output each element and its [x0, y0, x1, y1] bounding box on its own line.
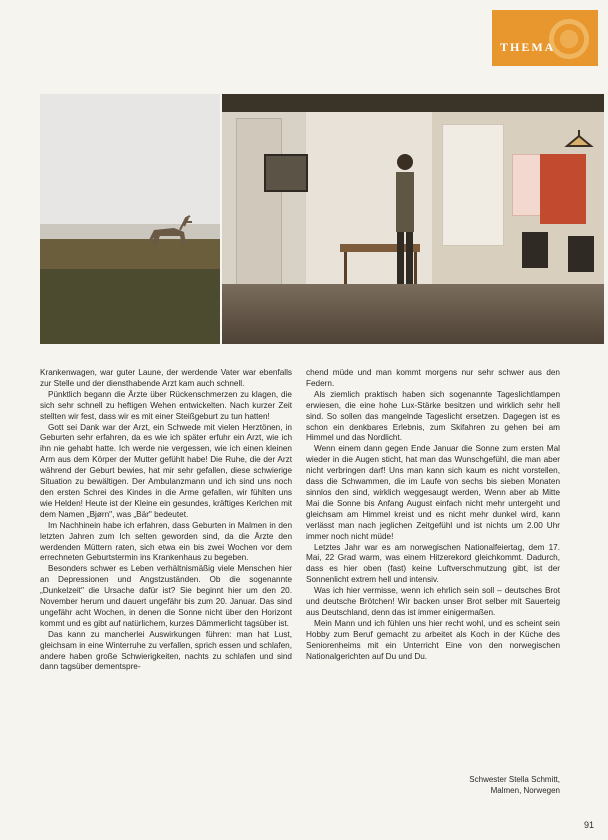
page-number: 91 [584, 820, 595, 830]
floor [222, 284, 604, 344]
paragraph: Als ziemlich praktisch haben sich sogenannte Tageslichtlampen erwiesen, die eine hohe Lux-Stärke besitzen und wirklich sehr hell sind. So sollen das mangelnde Tageslicht ersetzen. Dagegen ist es schon ein denkbares Erlebnis, zum Skifahren zu gehen bei am Himmel und das Nordlicht. [306, 389, 560, 443]
ceiling [222, 94, 604, 112]
paragraph: Pünktlich begann die Ärzte über Rückenschmerzen zu klagen, die sich sehr schnell zu heftigen Wehen entwickelten. Nach kurzer Zeit stellten wir fest, dass wir es mit einer Steißgeburt zu tun hatten! [40, 389, 292, 421]
paragraph: Was ich hier vermisse, wenn ich ehrlich sein soll – deutsches Brot und deutsche Brötchen! Wir backen unser Brot selber mit Sauerteig aus Deutschland, denn das ist immer einigermaßen. [306, 586, 560, 617]
paragraph: chend müde und man kommt morgens nur sehr schwer aus den Federn. [306, 368, 560, 388]
paragraph: Krankenwagen, war guter Laune, der werdende Vater war ebenfalls zur Stelle und der diensthabende Arzt kam auch schnell. [40, 368, 292, 388]
chair [568, 236, 594, 272]
paragraph: Gott sei Dank war der Arzt, ein Schwede mit vielen Herztönen, in Geburten sehr erfahren, da es wie ich später erfuhr ein Arzt, wie ich ihn nie gehabt hatte. Ich werde nie vergessen, wie ich einen kleinen Arm aus dem Körper der Mutter gefühlt habe! Die Ruhe, die der Arzt während der Geburt bewies, hat mir sehr gefallen, diese schwierige Situation zu bewältigen. Der Ambulanzmann und ich sind uns noch den ersten Schrei des Kindes in die Arme gefallen, wir fühlten uns wie Helden! Heute ist der Kleine ein gesundes, kräftiges Kerlchen mit dem Namen „Bjørn", was „Bär" bedeutet. [40, 422, 292, 519]
author-signature [420, 774, 560, 796]
author-location: Malmen, Norwegen [490, 786, 560, 795]
chair [522, 232, 548, 268]
wall-picture [264, 154, 308, 192]
section-tag [492, 10, 598, 66]
paragraph: Im Nachhinein habe ich erfahren, dass Geburten in Malmen in den letzten Jahren zum Ich selten geworden sind, da die Ärzte den werdenden Müttern raten, sich etwa ein bis zwei Wochen vor dem errechneten Geburtstermin ins Krankenhaus zu begeben. [40, 520, 292, 563]
section-tag-label: THEMA [500, 40, 556, 54]
interior-photo [222, 94, 604, 344]
reindeer-photo [40, 94, 220, 344]
article-column-right [306, 368, 560, 662]
door [236, 118, 282, 296]
author-name: Schwester Stella Schmitt, [469, 775, 560, 784]
window [540, 154, 586, 224]
article-column-left [40, 368, 292, 673]
paragraph: Wenn einem dann gegen Ende Januar die Sonne zum ersten Mal wieder in die Augen sticht, hat man das Wunschgefühl, die man aber nicht verbringen darf! Uns man kann sich kaum es nicht vorstellen, dass die Schwammen, die im Laufe von sechs bis sieben Monaten sinnlos den sind, wirklich weggesaugt werden, Wenn aber ab Mitte Mai die Sonne bis Anfang August einfach nicht mehr untergeht und gleichsam am Himmel kreist und es nicht mehr dunkel wird, kann verlässt man nach jeglichen Zeitgefühl und ist nichts um 2.00 Uhr immer noch nicht müde! [306, 444, 560, 541]
person-icon [392, 152, 418, 302]
reindeer-icon [140, 214, 200, 254]
ceiling-lamp-icon [564, 130, 594, 150]
paragraph: Mein Mann und ich fühlen uns hier recht wohl, und es scheint sein Hobby zum Beruf gemacht zu arbeitet als Koch in der Küche des Seniorenheims mit ein Unterricht Eine von den norwegischen Nationalgerichten auf Du und Du. [306, 618, 560, 661]
paragraph: Besonders schwer es Leben verhältnismäßig viele Menschen hier an Depressionen und Angstzuständen. Ob die sogenannte „Dunkelzeit" die Ursache dafür ist? Sie beginnt hier um den 20. November herum und dauert ungefähr bis zum 20. Januar. Das sind ungefähr acht Wochen, in denen die Sonne nicht über den Horizont kommt und es gibt auf natürlichem, kurzes Dämmerlicht tagsüber ist. [40, 564, 292, 628]
wall-panel [442, 124, 504, 246]
tag-pattern-icon [534, 10, 598, 66]
paragraph: Das kann zu mancherlei Auswirkungen führen: man hat Lust, gleichsam in eine Winterruhe zu verfallen, sprich essen und schlafen, andere haben große Schwierigkeiten, nachts zu schlafen und sind dann tagsüber dementspre- [40, 629, 292, 672]
paragraph: Letztes Jahr war es am norwegischen Nationalfeiertag, dem 17. Mai, 22 Grad warm, was einem Hitzerekord gleichkommt. Dadurch, dass es hier oben (fast) keine Luftverschmutzung gibt, ist der Sonnenlicht extrem hell und intensiv. [306, 542, 560, 585]
